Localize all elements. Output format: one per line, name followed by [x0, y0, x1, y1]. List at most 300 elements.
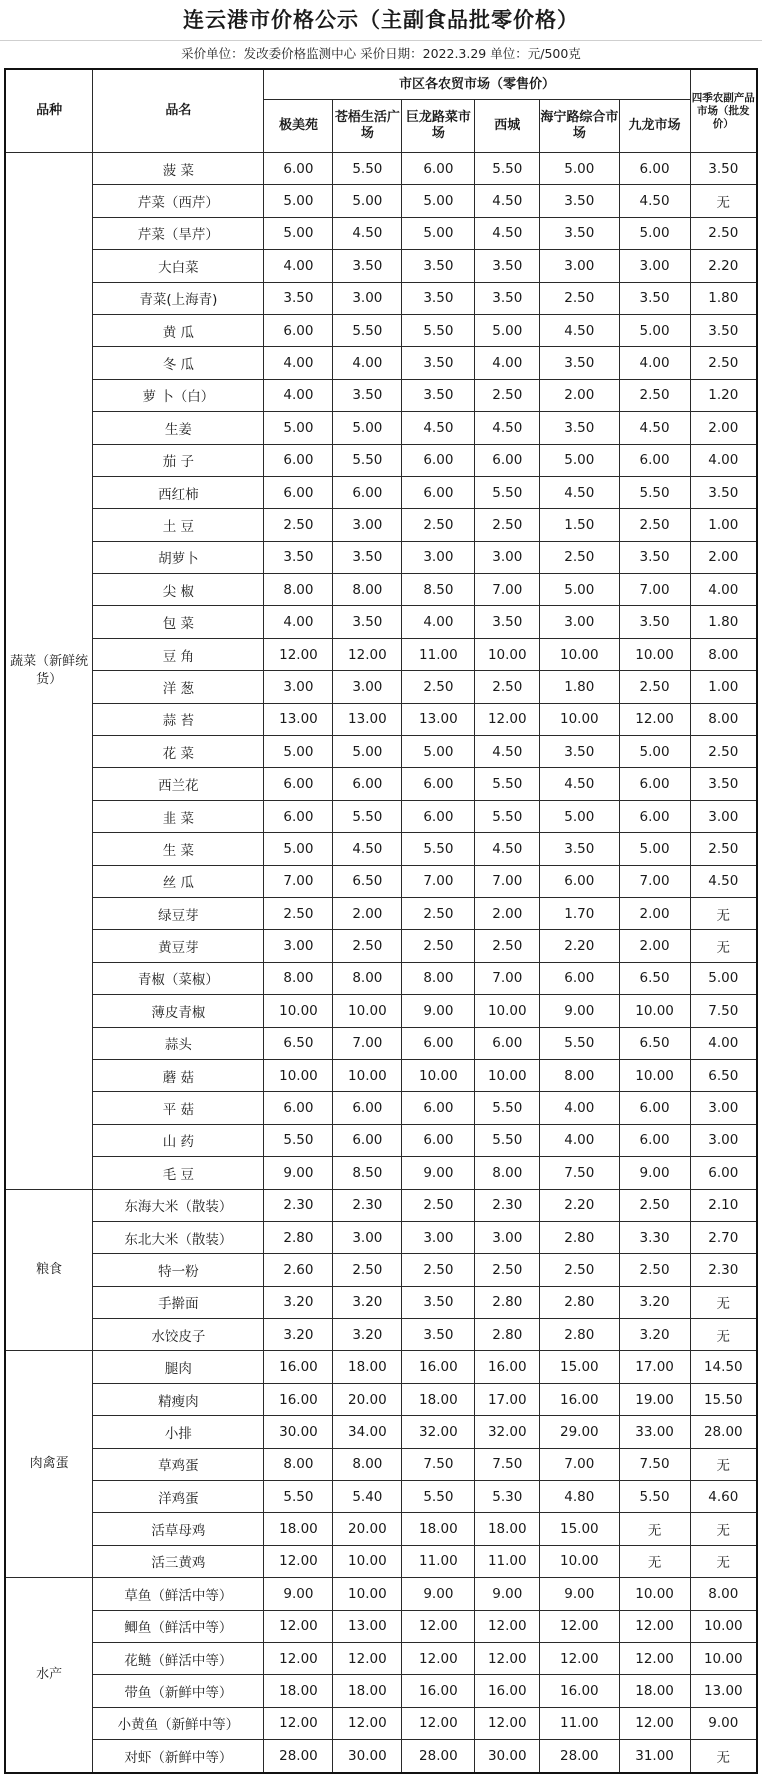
retail-price-cell: 2.50: [475, 671, 540, 703]
wholesale-price-cell: 1.00: [690, 671, 757, 703]
category-cell: 肉禽蛋: [5, 1351, 93, 1578]
table-row: [5, 541, 757, 573]
table-row: [5, 768, 757, 800]
retail-price-cell: 2.00: [619, 930, 690, 962]
retail-price-cell: 10.00: [540, 1545, 619, 1577]
product-name-cell: 东北大米（散装）: [93, 1221, 264, 1253]
retail-price-cell: 6.50: [264, 1027, 333, 1059]
wholesale-price-cell: 无: [690, 930, 757, 962]
table-row: [5, 962, 757, 994]
wholesale-price-cell: 3.00: [690, 1124, 757, 1156]
retail-price-cell: 9.00: [402, 1157, 475, 1189]
retail-price-cell: 32.00: [402, 1416, 475, 1448]
retail-price-cell: 2.50: [540, 282, 619, 314]
retail-price-cell: 2.00: [619, 897, 690, 929]
product-name-cell: 生姜: [93, 412, 264, 444]
wholesale-price-cell: 7.50: [690, 995, 757, 1027]
retail-price-cell: 4.00: [264, 379, 333, 411]
retail-price-cell: 5.00: [264, 736, 333, 768]
table-row: [5, 1221, 757, 1253]
retail-price-cell: 6.00: [402, 444, 475, 476]
retail-price-cell: 4.50: [475, 833, 540, 865]
retail-price-cell: 5.50: [475, 1124, 540, 1156]
retail-price-cell: 3.00: [402, 541, 475, 573]
retail-price-cell: 3.00: [540, 606, 619, 638]
product-name-cell: 小黄鱼（新鲜中等）: [93, 1707, 264, 1739]
wholesale-price-cell: 14.50: [690, 1351, 757, 1383]
retail-price-cell: 12.00: [619, 1642, 690, 1674]
product-name-cell: 韭 菜: [93, 800, 264, 832]
product-name-cell: 特一粉: [93, 1254, 264, 1286]
retail-price-cell: 6.00: [264, 314, 333, 346]
table-row: [5, 1448, 757, 1480]
table-row: [5, 1642, 757, 1674]
table-row: [5, 1124, 757, 1156]
table-row: [5, 476, 757, 508]
retail-price-cell: 4.50: [540, 314, 619, 346]
retail-price-cell: 3.00: [333, 1221, 402, 1253]
wholesale-price-cell: 无: [690, 1319, 757, 1351]
table-row: [5, 1383, 757, 1415]
retail-price-cell: 7.00: [475, 574, 540, 606]
retail-price-cell: 9.00: [475, 1578, 540, 1610]
retail-price-cell: 5.50: [402, 314, 475, 346]
wholesale-price-cell: 8.00: [690, 638, 757, 670]
retail-price-cell: 6.00: [264, 768, 333, 800]
retail-price-cell: 6.00: [619, 444, 690, 476]
table-row: [5, 1092, 757, 1124]
retail-price-cell: 2.80: [475, 1319, 540, 1351]
retail-price-cell: 3.50: [540, 833, 619, 865]
retail-price-cell: 5.00: [619, 217, 690, 249]
product-name-cell: 青菜(上海青): [93, 282, 264, 314]
retail-price-cell: 2.80: [475, 1286, 540, 1318]
product-name-cell: 土 豆: [93, 509, 264, 541]
table-row: [5, 833, 757, 865]
retail-price-cell: 5.50: [333, 800, 402, 832]
retail-price-cell: 10.00: [333, 1059, 402, 1091]
retail-price-cell: 6.00: [333, 476, 402, 508]
table-row: [5, 217, 757, 249]
retail-price-cell: 6.00: [540, 962, 619, 994]
retail-price-cell: 3.50: [402, 250, 475, 282]
product-name-cell: 水饺皮子: [93, 1319, 264, 1351]
retail-price-cell: 5.00: [333, 185, 402, 217]
header-market: 巨龙路菜市场: [402, 100, 475, 153]
product-name-cell: 西红柿: [93, 476, 264, 508]
wholesale-price-cell: 28.00: [690, 1416, 757, 1448]
retail-price-cell: 5.30: [475, 1481, 540, 1513]
product-name-cell: 包 菜: [93, 606, 264, 638]
wholesale-price-cell: 1.80: [690, 282, 757, 314]
retail-price-cell: 20.00: [333, 1513, 402, 1545]
wholesale-price-cell: 无: [690, 897, 757, 929]
retail-price-cell: 3.00: [333, 509, 402, 541]
retail-price-cell: 2.30: [264, 1189, 333, 1221]
retail-price-cell: 12.00: [264, 1642, 333, 1674]
product-name-cell: 生 菜: [93, 833, 264, 865]
retail-price-cell: 2.80: [540, 1319, 619, 1351]
retail-price-cell: 3.00: [264, 930, 333, 962]
retail-price-cell: 9.00: [264, 1157, 333, 1189]
product-name-cell: 茄 子: [93, 444, 264, 476]
retail-price-cell: 6.50: [619, 962, 690, 994]
retail-price-cell: 6.00: [402, 476, 475, 508]
table-row: [5, 638, 757, 670]
retail-price-cell: 5.00: [264, 217, 333, 249]
retail-price-cell: 8.00: [264, 962, 333, 994]
wholesale-price-cell: 无: [690, 1545, 757, 1577]
retail-price-cell: 4.00: [402, 606, 475, 638]
retail-price-cell: 7.50: [619, 1448, 690, 1480]
retail-price-cell: 6.00: [402, 800, 475, 832]
retail-price-cell: 3.50: [619, 606, 690, 638]
retail-price-cell: 5.00: [264, 833, 333, 865]
retail-price-cell: 2.50: [402, 897, 475, 929]
retail-price-cell: 5.00: [619, 736, 690, 768]
product-name-cell: 西兰花: [93, 768, 264, 800]
retail-price-cell: 16.00: [264, 1383, 333, 1415]
retail-price-cell: 2.50: [619, 379, 690, 411]
retail-price-cell: 3.00: [619, 250, 690, 282]
retail-price-cell: 12.00: [540, 1610, 619, 1642]
wholesale-price-cell: 9.00: [690, 1707, 757, 1739]
header-market: 海宁路综合市场: [540, 100, 619, 153]
retail-price-cell: 12.00: [475, 703, 540, 735]
wholesale-price-cell: 4.00: [690, 444, 757, 476]
retail-price-cell: 7.50: [475, 1448, 540, 1480]
retail-price-cell: 7.50: [540, 1157, 619, 1189]
retail-price-cell: 5.50: [264, 1481, 333, 1513]
product-name-cell: 黄豆芽: [93, 930, 264, 962]
retail-price-cell: 12.00: [402, 1642, 475, 1674]
price-table-container: [0, 68, 762, 1781]
retail-price-cell: 3.50: [475, 250, 540, 282]
wholesale-price-cell: 2.50: [690, 217, 757, 249]
table-row: [5, 250, 757, 282]
wholesale-price-cell: 无: [690, 1740, 757, 1773]
product-name-cell: 蘑 菇: [93, 1059, 264, 1091]
wholesale-price-cell: 无: [690, 1513, 757, 1545]
retail-price-cell: 2.50: [540, 1254, 619, 1286]
product-name-cell: 草鱼（鲜活中等）: [93, 1578, 264, 1610]
wholesale-price-cell: 1.00: [690, 509, 757, 541]
retail-price-cell: 3.50: [475, 606, 540, 638]
retail-price-cell: 12.00: [402, 1707, 475, 1739]
wholesale-price-cell: 无: [690, 185, 757, 217]
category-cell: 粮食: [5, 1189, 93, 1351]
table-row: [5, 930, 757, 962]
retail-price-cell: 2.00: [475, 897, 540, 929]
product-name-cell: 豆 角: [93, 638, 264, 670]
retail-price-cell: 无: [619, 1513, 690, 1545]
retail-price-cell: 5.50: [475, 1092, 540, 1124]
product-name-cell: 带鱼（新鲜中等）: [93, 1675, 264, 1707]
retail-price-cell: 2.80: [540, 1221, 619, 1253]
retail-price-cell: 11.00: [402, 1545, 475, 1577]
retail-price-cell: 2.20: [540, 1189, 619, 1221]
product-name-cell: 薄皮青椒: [93, 995, 264, 1027]
wholesale-price-cell: 8.00: [690, 1578, 757, 1610]
retail-price-cell: 29.00: [540, 1416, 619, 1448]
product-name-cell: 活草母鸡: [93, 1513, 264, 1545]
retail-price-cell: 5.50: [402, 833, 475, 865]
wholesale-price-cell: 2.10: [690, 1189, 757, 1221]
header-market: 九龙市场: [619, 100, 690, 153]
wholesale-price-cell: 10.00: [690, 1610, 757, 1642]
retail-price-cell: 2.50: [475, 930, 540, 962]
retail-price-cell: 9.00: [264, 1578, 333, 1610]
retail-price-cell: 2.50: [264, 897, 333, 929]
header-market: 西城: [475, 100, 540, 153]
product-name-cell: 大白菜: [93, 250, 264, 282]
retail-price-cell: 5.00: [540, 444, 619, 476]
retail-price-cell: 6.00: [333, 1124, 402, 1156]
retail-price-cell: 3.50: [540, 736, 619, 768]
wholesale-price-cell: 无: [690, 1286, 757, 1318]
product-name-cell: 小排: [93, 1416, 264, 1448]
retail-price-cell: 6.00: [619, 1124, 690, 1156]
wholesale-price-cell: 2.00: [690, 412, 757, 444]
wholesale-price-cell: 2.30: [690, 1254, 757, 1286]
retail-price-cell: 8.00: [264, 1448, 333, 1480]
retail-price-cell: 4.50: [540, 476, 619, 508]
retail-price-cell: 2.50: [619, 509, 690, 541]
retail-price-cell: 13.00: [264, 703, 333, 735]
retail-price-cell: 7.00: [264, 865, 333, 897]
wholesale-price-cell: 2.50: [690, 736, 757, 768]
table-row: [5, 736, 757, 768]
retail-price-cell: 3.00: [540, 250, 619, 282]
retail-price-cell: 4.50: [333, 833, 402, 865]
table-row: [5, 1254, 757, 1286]
retail-price-cell: 4.00: [540, 1092, 619, 1124]
retail-price-cell: 5.00: [475, 314, 540, 346]
retail-price-cell: 16.00: [402, 1351, 475, 1383]
product-name-cell: 蒜头: [93, 1027, 264, 1059]
retail-price-cell: 2.50: [619, 671, 690, 703]
product-name-cell: 绿豆芽: [93, 897, 264, 929]
table-row: [5, 1707, 757, 1739]
retail-price-cell: 9.00: [402, 995, 475, 1027]
retail-price-cell: 12.00: [475, 1610, 540, 1642]
retail-price-cell: 2.50: [475, 1254, 540, 1286]
retail-price-cell: 6.00: [540, 865, 619, 897]
retail-price-cell: 10.00: [333, 995, 402, 1027]
table-body: [5, 153, 757, 1773]
wholesale-price-cell: 3.50: [690, 314, 757, 346]
retail-price-cell: 6.00: [264, 153, 333, 185]
retail-price-cell: 3.00: [402, 1221, 475, 1253]
retail-price-cell: 3.50: [540, 347, 619, 379]
retail-price-cell: 2.80: [264, 1221, 333, 1253]
product-name-cell: 萝 卜（白）: [93, 379, 264, 411]
retail-price-cell: 3.00: [475, 1221, 540, 1253]
wholesale-price-cell: 2.20: [690, 250, 757, 282]
retail-price-cell: 13.00: [402, 703, 475, 735]
product-name-cell: 活三黄鸡: [93, 1545, 264, 1577]
product-name-cell: 精瘦肉: [93, 1383, 264, 1415]
retail-price-cell: 3.20: [333, 1319, 402, 1351]
retail-price-cell: 19.00: [619, 1383, 690, 1415]
retail-price-cell: 4.50: [619, 412, 690, 444]
wholesale-price-cell: 3.50: [690, 768, 757, 800]
retail-price-cell: 8.50: [333, 1157, 402, 1189]
retail-price-cell: 5.00: [264, 185, 333, 217]
retail-price-cell: 16.00: [540, 1383, 619, 1415]
retail-price-cell: 16.00: [264, 1351, 333, 1383]
retail-price-cell: 6.00: [475, 1027, 540, 1059]
table-row: [5, 671, 757, 703]
retail-price-cell: 10.00: [540, 703, 619, 735]
product-name-cell: 花鲢（鲜活中等）: [93, 1642, 264, 1674]
product-name-cell: 平 菇: [93, 1092, 264, 1124]
retail-price-cell: 6.50: [333, 865, 402, 897]
retail-price-cell: 2.50: [402, 1189, 475, 1221]
retail-price-cell: 6.00: [619, 1092, 690, 1124]
retail-price-cell: 3.50: [333, 606, 402, 638]
product-name-cell: 洋 葱: [93, 671, 264, 703]
retail-price-cell: 31.00: [619, 1740, 690, 1773]
retail-price-cell: 4.00: [475, 347, 540, 379]
wholesale-price-cell: 无: [690, 1448, 757, 1480]
retail-price-cell: 30.00: [264, 1416, 333, 1448]
retail-price-cell: 3.50: [402, 347, 475, 379]
product-name-cell: 花 菜: [93, 736, 264, 768]
retail-price-cell: 3.50: [402, 282, 475, 314]
wholesale-price-cell: 4.60: [690, 1481, 757, 1513]
retail-price-cell: 5.50: [475, 768, 540, 800]
retail-price-cell: 16.00: [402, 1675, 475, 1707]
retail-price-cell: 2.50: [333, 930, 402, 962]
retail-price-cell: 4.00: [333, 347, 402, 379]
retail-price-cell: 10.00: [264, 995, 333, 1027]
retail-price-cell: 6.00: [402, 1092, 475, 1124]
retail-price-cell: 6.00: [475, 444, 540, 476]
retail-price-cell: 3.00: [475, 541, 540, 573]
retail-price-cell: 5.00: [619, 314, 690, 346]
retail-price-cell: 5.40: [333, 1481, 402, 1513]
wholesale-price-cell: 2.00: [690, 541, 757, 573]
retail-price-cell: 7.00: [540, 1448, 619, 1480]
retail-price-cell: 11.00: [475, 1545, 540, 1577]
retail-price-cell: 18.00: [264, 1513, 333, 1545]
product-name-cell: 草鸡蛋: [93, 1448, 264, 1480]
retail-price-cell: 2.80: [540, 1286, 619, 1318]
retail-price-cell: 2.30: [333, 1189, 402, 1221]
retail-price-cell: 2.30: [475, 1189, 540, 1221]
retail-price-cell: 6.00: [619, 153, 690, 185]
table-row: [5, 153, 757, 185]
retail-price-cell: 2.50: [619, 1254, 690, 1286]
product-name-cell: 芹菜（旱芹）: [93, 217, 264, 249]
table-row: [5, 1286, 757, 1318]
retail-price-cell: 12.00: [333, 638, 402, 670]
retail-price-cell: 8.00: [475, 1157, 540, 1189]
retail-price-cell: 3.50: [402, 1286, 475, 1318]
table-row: [5, 185, 757, 217]
table-row: [5, 1513, 757, 1545]
retail-price-cell: 3.50: [333, 379, 402, 411]
retail-price-cell: 6.00: [264, 1092, 333, 1124]
retail-price-cell: 8.00: [333, 962, 402, 994]
retail-price-cell: 8.00: [264, 574, 333, 606]
retail-price-cell: 5.50: [264, 1124, 333, 1156]
retail-price-cell: 5.50: [475, 153, 540, 185]
retail-price-cell: 28.00: [402, 1740, 475, 1773]
retail-price-cell: 12.00: [619, 1707, 690, 1739]
table-row: [5, 379, 757, 411]
retail-price-cell: 5.50: [475, 476, 540, 508]
retail-price-cell: 10.00: [619, 1059, 690, 1091]
retail-price-cell: 2.50: [402, 930, 475, 962]
retail-price-cell: 15.00: [540, 1351, 619, 1383]
retail-price-cell: 3.50: [619, 282, 690, 314]
retail-price-cell: 5.50: [619, 476, 690, 508]
wholesale-price-cell: 6.00: [690, 1157, 757, 1189]
retail-price-cell: 3.50: [402, 1319, 475, 1351]
table-row: [5, 865, 757, 897]
retail-price-cell: 18.00: [619, 1675, 690, 1707]
retail-price-cell: 12.00: [619, 1610, 690, 1642]
table-row: [5, 800, 757, 832]
table-row: [5, 314, 757, 346]
retail-price-cell: 3.00: [264, 671, 333, 703]
retail-price-cell: 3.50: [264, 282, 333, 314]
retail-price-cell: 12.00: [264, 1545, 333, 1577]
retail-price-cell: 12.00: [475, 1642, 540, 1674]
retail-price-cell: 5.50: [333, 314, 402, 346]
wholesale-price-cell: 3.50: [690, 476, 757, 508]
retail-price-cell: 5.50: [475, 800, 540, 832]
retail-price-cell: 7.00: [475, 962, 540, 994]
retail-price-cell: 3.00: [333, 671, 402, 703]
retail-price-cell: 12.00: [619, 703, 690, 735]
retail-price-cell: 6.00: [333, 768, 402, 800]
retail-price-cell: 11.00: [540, 1707, 619, 1739]
retail-price-cell: 4.50: [475, 736, 540, 768]
header-category: 品种: [5, 69, 93, 153]
retail-price-cell: 5.00: [619, 833, 690, 865]
table-row: [5, 1675, 757, 1707]
wholesale-price-cell: 5.00: [690, 962, 757, 994]
table-row: [5, 1416, 757, 1448]
table-row: [5, 1610, 757, 1642]
retail-price-cell: 5.00: [264, 412, 333, 444]
retail-price-cell: 1.80: [540, 671, 619, 703]
product-name-cell: 手擀面: [93, 1286, 264, 1318]
retail-price-cell: 18.00: [333, 1675, 402, 1707]
retail-price-cell: 12.00: [264, 1610, 333, 1642]
retail-price-cell: 3.30: [619, 1221, 690, 1253]
product-name-cell: 丝 瓜: [93, 865, 264, 897]
retail-price-cell: 4.50: [619, 185, 690, 217]
retail-price-cell: 4.50: [475, 412, 540, 444]
retail-price-cell: 18.00: [402, 1383, 475, 1415]
retail-price-cell: 7.00: [402, 865, 475, 897]
retail-price-cell: 10.00: [619, 638, 690, 670]
retail-price-cell: 6.00: [333, 1092, 402, 1124]
retail-price-cell: 9.00: [540, 995, 619, 1027]
retail-price-cell: 3.00: [333, 282, 402, 314]
retail-price-cell: 5.50: [402, 1481, 475, 1513]
product-name-cell: 胡萝卜: [93, 541, 264, 573]
retail-price-cell: 3.20: [333, 1286, 402, 1318]
table-row: [5, 444, 757, 476]
product-name-cell: 蒜 苔: [93, 703, 264, 735]
retail-price-cell: 2.60: [264, 1254, 333, 1286]
retail-price-cell: 3.50: [402, 379, 475, 411]
